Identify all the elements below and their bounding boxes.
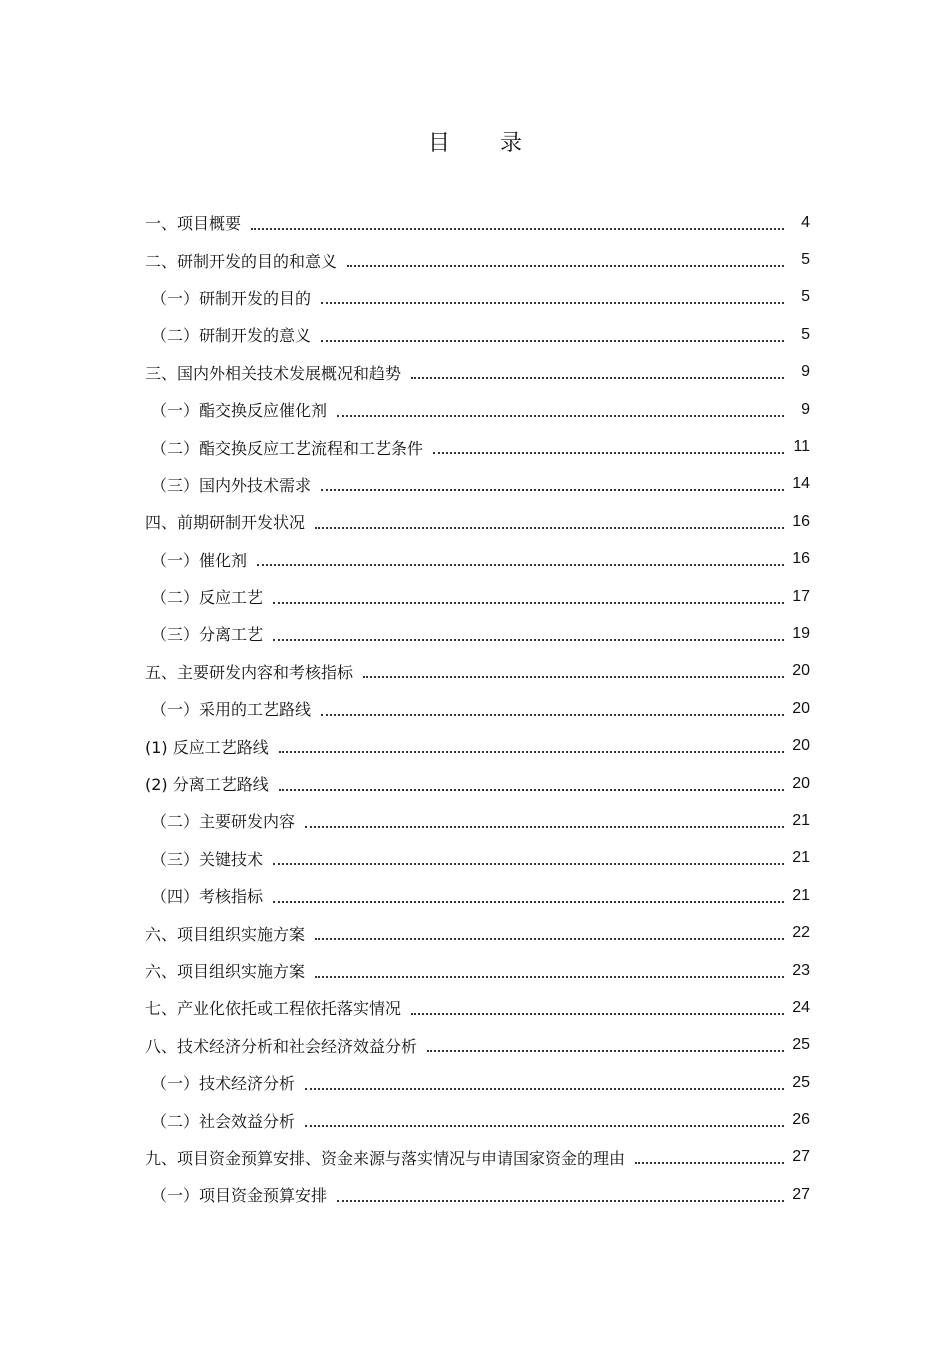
toc-entry[interactable] [145,765,810,802]
dot-leader [411,377,784,379]
toc-entry-page-number: 20 [792,699,810,717]
toc-entry-page-number: 25 [792,1036,810,1054]
toc-entry[interactable] [145,840,810,877]
toc-entry-label: （一）催化剂 [151,550,248,570]
toc-entry-label: （四）考核指标 [151,887,264,907]
dot-leader [315,527,784,529]
toc-entry-label: 三、国内外相关技术发展概况和趋势 [145,363,402,383]
dot-leader [347,265,784,267]
toc-entry-page-number: 26 [792,1111,810,1129]
toc-entry-label: 二、研制开发的目的和意义 [145,251,338,271]
toc-entry-page-number: 20 [792,737,810,755]
toc-entry-label: 九、项目资金预算安排、资金来源与落实情况与申请国家资金的理由 [145,1148,626,1168]
toc-entry[interactable] [145,241,810,278]
toc-entry[interactable] [145,354,810,391]
toc-entry-label: 六、项目组织实施方案 [145,962,306,981]
dot-leader [433,452,784,454]
toc-entry-page-number: 5 [801,288,810,306]
toc-entry[interactable] [145,541,810,578]
toc-entry-label: （三）国内外技术需求 [151,475,312,495]
toc-entry-label: 四、前期研制开发状况 [145,513,306,533]
toc-entry-label: （一）技术经济分析 [151,1074,296,1094]
dot-leader [321,489,784,491]
toc-entry-label: （二）社会效益分析 [151,1111,296,1131]
dot-leader [315,976,784,978]
toc-entry[interactable] [145,914,810,951]
toc-entry[interactable] [145,690,810,727]
toc-entry[interactable] [145,989,810,1026]
toc-entry-page-number: 5 [801,325,810,343]
toc-entry[interactable] [145,428,810,465]
toc-entry-page-number: 25 [792,1073,810,1091]
toc-entry[interactable] [145,1176,810,1213]
dot-leader [257,564,784,566]
toc-entry-page-number: 24 [792,998,810,1016]
toc-entry[interactable] [145,615,810,652]
toc-entry-label: 八、技术经济分析和社会经济效益分析 [145,1036,418,1056]
dot-leader [321,714,784,716]
toc-entry[interactable] [145,204,810,241]
dot-leader [321,340,784,342]
dot-leader [305,1088,784,1090]
dot-leader [279,789,784,791]
toc-entry-label: 五、主要研发内容和考核指标 [145,662,354,682]
title-char-2: 录 [500,131,523,156]
toc-entry[interactable] [145,877,810,914]
toc-entry-page-number: 11 [793,438,810,456]
toc-entry-label: (2) 分离工艺路线 [145,775,269,795]
table-of-contents [145,204,810,1214]
dot-leader [337,1200,784,1202]
toc-entry[interactable] [145,1064,810,1101]
toc-entry-page-number: 19 [792,624,810,642]
toc-entry-label: （二）研制开发的意义 [151,326,312,346]
toc-entry-label: （一）项目资金预算安排 [151,1186,328,1206]
toc-entry-page-number: 21 [792,811,810,829]
toc-entry[interactable] [145,578,810,615]
dot-leader [273,639,784,641]
toc-entry-label: （三）分离工艺 [151,625,264,645]
dot-leader [273,863,784,865]
toc-entry-page-number: 4 [801,213,810,231]
toc-entry[interactable] [145,653,810,690]
toc-entry-page-number: 20 [792,774,810,792]
toc-entry-page-number: 16 [792,512,810,530]
title-char-1: 目 [427,131,450,156]
toc-entry[interactable] [145,316,810,353]
toc-entry-label: 七、产业化依托或工程依托落实情况 [145,999,402,1019]
toc-entry[interactable] [145,952,810,989]
toc-entry-page-number: 5 [801,251,810,269]
dot-leader [305,1125,784,1127]
toc-entry-page-number: 9 [801,363,810,381]
toc-entry-page-number: 22 [792,924,810,942]
toc-entry-page-number: 20 [792,662,810,680]
toc-entry[interactable] [145,802,810,839]
page-title [0,126,950,157]
dot-leader [273,901,784,903]
toc-entry[interactable] [145,1027,810,1064]
toc-entry-page-number: 27 [792,1148,810,1166]
toc-entry-label: （二）主要研发内容 [151,812,296,832]
dot-leader [251,228,784,230]
toc-entry[interactable] [145,391,810,428]
toc-entry[interactable] [145,1101,810,1138]
toc-entry-label: (1) 反应工艺路线 [145,737,269,757]
toc-entry-page-number: 21 [792,886,810,904]
toc-entry-page-number: 27 [792,1185,810,1203]
dot-leader [337,415,784,417]
toc-entry-label: （三）关键技术 [151,849,264,869]
toc-entry-label: 一、项目概要 [145,214,242,234]
toc-entry-label: （二）反应工艺 [151,588,264,608]
dot-leader [427,1050,784,1052]
toc-entry-page-number: 16 [792,550,810,568]
dot-leader [305,826,784,828]
toc-entry-label: （一）酯交换反应催化剂 [151,401,328,421]
toc-entry-page-number: 23 [792,961,810,979]
toc-entry[interactable] [145,466,810,503]
dot-leader [279,751,784,753]
toc-entry-page-number: 9 [801,400,810,418]
toc-entry-label: （一）研制开发的目的 [151,288,312,308]
toc-entry-page-number: 14 [792,475,810,493]
toc-entry-label: （一）采用的工艺路线 [151,700,312,720]
toc-entry-page-number: 21 [792,849,810,867]
toc-entry-page-number: 17 [792,587,810,605]
dot-leader [411,1013,784,1015]
toc-entry-label: （二）酯交换反应工艺流程和工艺条件 [151,438,424,458]
dot-leader [315,938,784,940]
dot-leader [273,602,784,604]
dot-leader [635,1162,784,1164]
dot-leader [321,302,784,304]
toc-entry[interactable] [145,279,810,316]
dot-leader [363,676,784,678]
toc-entry[interactable] [145,1139,810,1176]
toc-entry-label: 六、项目组织实施方案 [145,924,306,944]
toc-entry[interactable] [145,727,810,764]
toc-entry[interactable] [145,503,810,540]
